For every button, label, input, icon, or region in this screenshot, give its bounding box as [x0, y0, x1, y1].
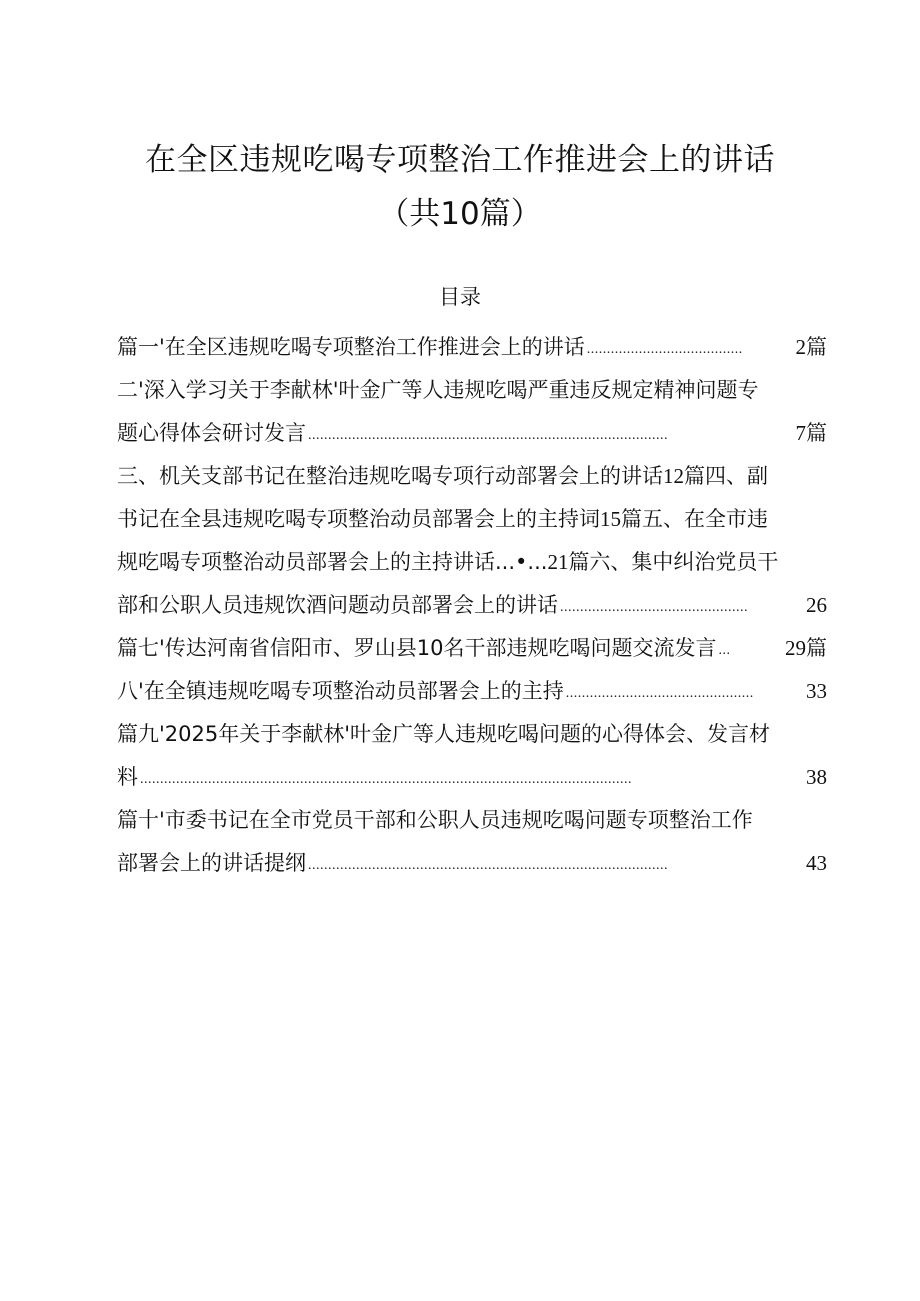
toc-page-number: 7 [795, 421, 806, 445]
toc-line[interactable] [117, 327, 827, 367]
toc-line-text: 题心得体会研讨发言 [117, 421, 306, 445]
toc-page-number: 12 [663, 464, 684, 488]
toc-line[interactable] [117, 843, 827, 883]
toc-line[interactable] [117, 585, 827, 625]
toc-heading: 目录 [439, 285, 481, 309]
toc-leader-dots: ........................................................................................................................... [140, 772, 632, 787]
toc-line[interactable] [117, 542, 827, 582]
toc-line-text: 八'在全镇违规吃喝专项整治动员部署会上的主持 [117, 679, 564, 703]
toc-page-number: 38 [806, 765, 827, 789]
toc-line-text: 部署会上的讲话提纲 [117, 851, 306, 875]
toc-line-tail: 篇 [806, 421, 827, 445]
toc-line-text: 书记在全县违规吃喝专项整治动员部署会上的主持词 [117, 507, 600, 531]
toc-line-tail: 篇六、集中纠治党员干 [568, 550, 779, 574]
toc-page-number: 2 [795, 335, 806, 359]
toc-line-tail: 篇四、副 [684, 464, 768, 488]
toc-line[interactable] [117, 456, 827, 496]
toc-line[interactable] [117, 757, 827, 797]
toc-line[interactable] [117, 499, 827, 539]
toc-line-text: 篇七'传达河南省信阳市、罗山县10名干部违规吃喝问题交流发言 [117, 636, 717, 660]
toc-line-text: 二'深入学习关于李献林'叶金广等人违规吃喝严重违反规定精神问题专 [117, 378, 759, 402]
toc-line-text: 篇一'在全区违规吃喝专项整治工作推进会上的讲话 [117, 335, 585, 359]
toc-page-number: 21 [547, 550, 569, 574]
toc-leader-dots: .......................................................................................... [308, 428, 668, 443]
toc-line-tail: 篇 [806, 335, 827, 359]
toc-page-number: 15 [600, 507, 621, 531]
toc-page-number: 29 [785, 636, 806, 660]
toc-line-text: 三、机关支部书记在整治违规吃喝专项行动部署会上的讲话 [117, 464, 663, 488]
toc-page-number: 33 [806, 679, 827, 703]
toc-line-text: 规吃喝专项整治动员部署会上的主持讲话...•... [117, 550, 548, 574]
toc-line-text: 篇十'市委书记在全市党员干部和公职人员违规吃喝问题专项整治工作 [117, 808, 753, 832]
toc-line-text: 料 [117, 765, 138, 789]
toc-line[interactable] [117, 413, 827, 453]
toc-line-text: 部和公职人员违规饮酒问题动员部署会上的讲话 [117, 593, 558, 617]
toc-line-tail: 篇五、在全市违 [621, 507, 768, 531]
toc-leader-dots: ............................................... [560, 600, 748, 615]
document-title: 在全区违规吃喝专项整治工作推进会上的讲话 [145, 142, 775, 178]
toc-line[interactable] [117, 671, 827, 711]
document-subtitle: （共10篇） [378, 196, 542, 232]
toc-page-number: 43 [806, 851, 827, 875]
toc-line[interactable] [117, 714, 827, 754]
toc-line[interactable] [117, 800, 827, 840]
toc-line[interactable] [117, 370, 827, 410]
toc-line-text: 篇九'2025年关于李献林'叶金广等人违规吃喝问题的心得体会、发言材 [117, 722, 770, 746]
toc-leader-dots: ....................................... [586, 342, 743, 357]
toc-line-tail: 篇 [806, 636, 827, 660]
toc-leader-dots: ... [718, 643, 731, 658]
toc-leader-dots: .......................................................................................... [308, 858, 668, 873]
toc-leader-dots: ............................................... [565, 686, 754, 701]
toc-page-number: 26 [806, 593, 827, 617]
toc-line[interactable] [117, 628, 827, 668]
